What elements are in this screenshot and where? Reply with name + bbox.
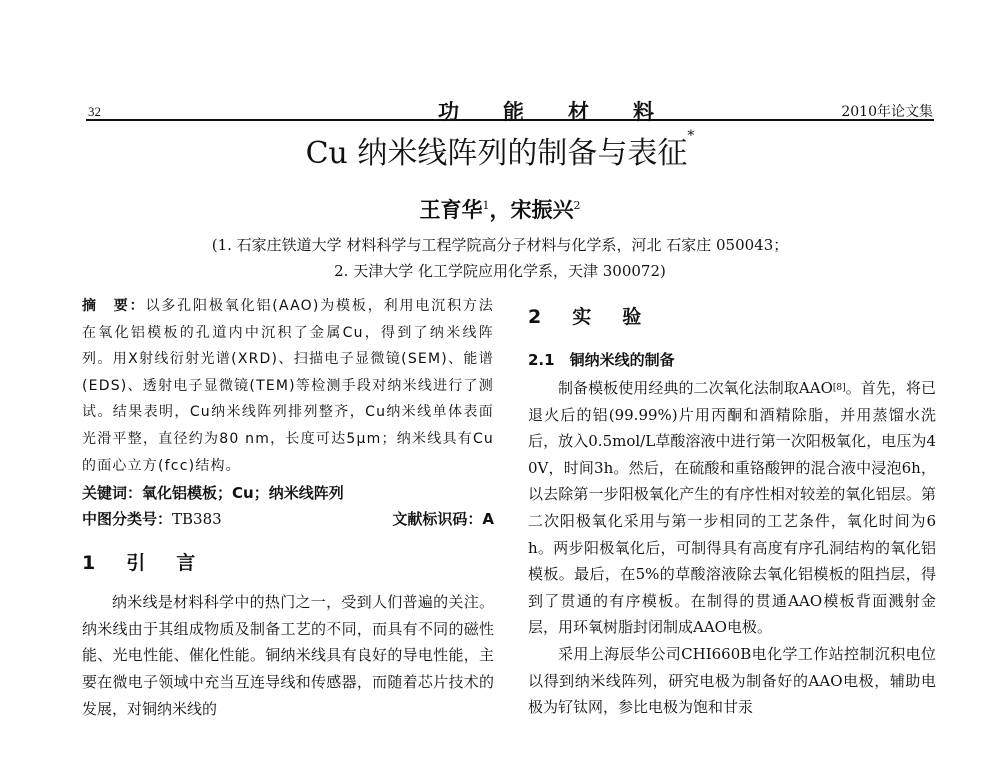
author-line: [0, 194, 1000, 224]
collection-label: 2010年论文集: [841, 104, 933, 120]
author-separator: ，: [489, 197, 511, 222]
paragraph-1-part-a: 制备模板使用经典的二次氧化法制取AAO: [558, 379, 833, 397]
right-column: [528, 302, 936, 760]
doc-code-value: A: [482, 510, 494, 529]
journal-name: 功能材料: [438, 99, 698, 124]
author-1: 王育华: [419, 197, 483, 222]
classification-line: [82, 506, 494, 532]
section-1-heading: 1 引 言: [82, 552, 202, 575]
author-2: 宋振兴: [510, 197, 574, 222]
keywords-text: 氧化铝模板；Cu；纳米线阵列: [142, 484, 344, 503]
abstract-text: 以多孔阳极氧化铝(AAO)为模板，利用电沉积方法在氧化铝模板的孔道内中沉积了金属Cu，得到了纳米线阵列。用X射线衍射光谱(XRD)、扫描电子显微镜(SEM)、能谱(EDS)、透射电子显微镜(TEM)等检测手段对纳米线进行了测试。结果表明，Cu纳米线阵列排列整齐，Cu纳米线单体表面光滑平整，直径约为80 nm，长度可达5μm；纳米线具有Cu的面心立方(fcc)结构。: [82, 298, 494, 474]
abstract: [82, 293, 494, 479]
header-rule: [86, 119, 934, 121]
section-2-heading: 2 实 验: [528, 306, 648, 328]
affiliation-1: (1. 石家庄铁道大学 材料科学与工程学院高分子材料与化学系，河北 石家庄 050043；: [211, 236, 789, 254]
paper-title: [0, 128, 1000, 172]
title-footnote-mark: *: [687, 128, 695, 144]
keywords: [82, 480, 494, 506]
author-1-affil: 1: [482, 199, 490, 212]
affiliation-2: 2. 天津大学 化工学院应用化学系，天津 300072): [334, 262, 666, 280]
author-2-affil: 2: [573, 199, 581, 212]
doc-code-label: 文献标识码：: [392, 510, 483, 529]
section-2-paragraph-1: [528, 375, 936, 641]
section-2-paragraph-2: 采用上海辰华公司CHI660B电化学工作站控制沉积电位以得到纳米线阵列，研究电极为制备好的AAO电极，辅助电极为钌钛网，参比电极为饱和甘汞: [528, 644, 936, 717]
section-1-paragraph: 纳米线是材料科学中的热门之一，受到人们普遍的关注。纳米线由于其组成物质及制备工艺的不同，而具有不同的磁性能、光电性能、催化性能。铜纳米线具有良好的导电性能，主要在微电子领域中充当互连导线和传感器，而随着芯片技术的发展，对铜纳米线的: [82, 593, 494, 718]
abstract-label: 摘 要：: [82, 298, 146, 314]
paragraph-1-part-b: 。首先，将已退火后的铝(99.99%)片用丙酮和酒精除脂，并用蒸馏水洗后，放入0.5mol/L草酸溶液中进行第一次阳极氧化，电压为40V，时间3h。然后，在硫酸和重铬酸钾的混合液中浸泡6h，以去除第一步阳极氧化产生的有序性相对较差的氧化铝层。第二次阳极氧化采用与第一步相同的工艺条件，氧化时间为6h。两步阳极氧化后，可制得具有高度有序孔洞结构的氧化铝模板。最后，在5%的草酸溶液除去氧化铝模板的阻挡层，得到了贯通的有序模板。在制得的贯通AAO模板背面溅射金层，用环氧树脂封闭制成AAO电极。: [528, 379, 936, 637]
page-number: 32: [88, 104, 101, 119]
citation-ref: [8]: [832, 383, 846, 393]
clc-value: TB383: [172, 510, 222, 529]
left-column: [82, 293, 494, 760]
paper-title-text: Cu 纳米线阵列的制备与表征: [305, 136, 688, 171]
keywords-label: 关键词：: [82, 484, 143, 503]
clc-label: 中图分类号：: [82, 510, 173, 529]
subsection-2-1-heading: 2.1 铜纳米线的制备: [528, 351, 675, 369]
